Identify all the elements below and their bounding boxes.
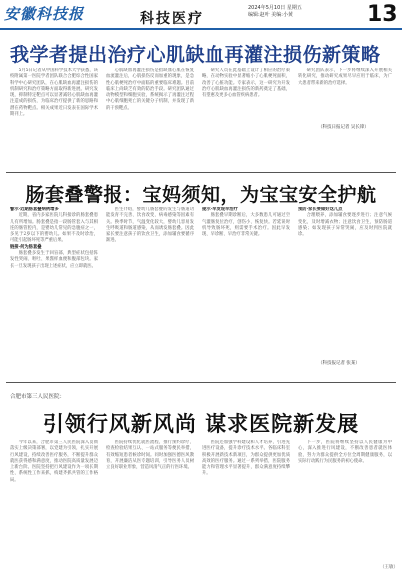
- divider-1: [6, 172, 396, 173]
- article3-col4-text: 下一步，医院将继续坚持以人民健康为中心，深入推进行风建设，不断改善患者就医体验，努力为群众提供全方位全周期健康服务，以实际行动践行为民服务的初心使命。: [298, 440, 392, 464]
- article3-col3-text: 医院还加强学科建设和人才培养，引进先进医疗设备，提升诊疗技术水平。各临床科室积极开展新技术新项目，为群众提供更加优质高效的医疗服务。通过一系列举措，医院服务能力和管理水平显著提升，群众满意度持续攀升。: [202, 440, 290, 477]
- article2-headline: 肠套叠警报：宝妈须知，为宝宝安全护航: [25, 184, 377, 206]
- article3-headline: 引领行风新风尚 谋求医院新发展: [42, 411, 360, 436]
- article2-byline: （科技报记者 张某）: [318, 361, 360, 366]
- article2-col3: [202, 207, 290, 372]
- date-line: 2024年5月10日 星期五: [248, 5, 302, 11]
- article2-col2: [106, 207, 194, 372]
- page-number: 13: [367, 2, 398, 27]
- article1-col4-text: 研究团队表示，下一步将继续深入开展相关转化研究，推动研究成果尽早应用于临床，为广大患者带来新的治疗选择。: [298, 68, 392, 86]
- article2-col1-subhead: 警示·近期肠套叠病例增多: [10, 207, 59, 212]
- article1-col1: [10, 68, 98, 166]
- section-title: 科技医疗: [140, 11, 204, 27]
- article1-col3: [202, 68, 290, 166]
- article1-col2: [106, 68, 194, 166]
- article2-col4-subhead: 预防·家长要做好这几点: [298, 207, 343, 212]
- newspaper-logo: 安徽科技报: [4, 5, 85, 23]
- article3-byline: （王敏）: [380, 565, 398, 570]
- article2-col4-text: 合理喂养，添加辅食要逐步进行；注意气候变化，及时增减衣物；注意饮食卫生，预防肠道感染；如发现孩子异常哭闹，应及时到医院就诊。: [298, 213, 392, 238]
- article3-kicker: 合肥市第三人民医院：: [10, 394, 66, 400]
- article1-col2-text: 心肌缺血再灌注损伤是指缺血心肌在恢复血流灌注后，心肌损伤反而加重的现象，是急性心肌梗死治疗中面临的重要临床难题。目前临床上尚缺乏有效的防治手段。研究团队通过动物模型和细胞实验，系统揭示了再灌注过程中心肌细胞死亡的关键分子机制，并发现了新的干预靶点。: [106, 68, 194, 111]
- article2-col1: [10, 207, 98, 372]
- article3-col2-text: 医院持续优化就医流程，推行预约诊疗、检查检验结果互认、一站式服务等便民举措，有效缩短患者候诊时间。同时加强医德医风教育，开展廉洁从医专题培训，引导医务人员树立良好职业形象，营造风清气正的行医环境。: [106, 440, 194, 471]
- masthead: [0, 0, 402, 30]
- editor-line: 编辑:赵叶 美编:小黄: [248, 12, 293, 18]
- article3-col2: [106, 440, 194, 562]
- date-info: [248, 5, 302, 19]
- article2-col1-text: 近期，省内多家医院儿科接诊的肠套叠患儿有所增加。肠套叠是指一段肠管套入与其相连的肠管腔内，是婴幼儿常见的急腹症之一，多见于2岁以下的婴幼儿。如果不及时诊治，可能引起肠坏死等严重后果。: [10, 213, 98, 244]
- divider-2: [6, 382, 396, 383]
- article2-col4: [298, 207, 392, 357]
- article1-byline: （科技日报记者 吴长锋）: [318, 125, 369, 130]
- article3-col1-text: 今年以来，合肥市第三人民医院深入贯彻落实上级决策部署，以党建为引领，扎实开展行风建设，持续改善医疗服务，不断提升群众就医获得感和满意度，推动医院高质量发展迈上新台阶。医院坚持把行风建设作为一项长期性、系统性工作来抓，构建齐抓共管的工作格局。: [10, 440, 98, 483]
- article2-col1b-text: 肠套叠多发生于回盲部，典型症状包括阵发性哭闹、呕吐、果酱样血便和腹部包块。家长一旦发现孩子出现上述症状，应立即就医。: [10, 251, 98, 269]
- article3-col3: [202, 440, 290, 562]
- article1-col3-text: 研究人员在此基础上设计了相应的治疗策略，在动物实验中显著缩小了心肌梗死面积，改善了心脏功能。专家表示，这一研究为开发治疗心肌缺血再灌注损伤的新药奠定了基础，有望惠及更多心血管疾病患者。: [202, 68, 290, 99]
- article2-col3-subhead: 提示·早发现早治疗: [202, 207, 238, 212]
- article3-col1: [10, 440, 98, 562]
- article2-col2-text: 医生介绍，婴幼儿肠套叠的发生与肠道功能发育不完善、饮食改变、病毒感染等因素有关。换季时节，气温变化较大，婴幼儿容易发生呼吸道和肠道感染，从而诱发肠套叠。因此家长要注意孩子的饮食卫生，添加辅食要循序渐进。: [106, 207, 194, 244]
- article2-col3-text: 肠套叠早期诊断后，大多数患儿可通过空气灌肠复位治疗，创伤小、恢复快。若延误时机导致肠坏死，则需要手术治疗。因此早发现、早诊断、早治疗非常关键。: [202, 213, 290, 238]
- article3-col4: [298, 440, 392, 555]
- article1-col1-text: 5月5日记者从中国科学技术大学获悉，该校附属第一医院学者团队联合合肥综合性国家科学中心研究团队，在心肌缺血再灌注损伤的机制研究和治疗策略方面取得新进展。研究发现，抑制特定靶点可以显著减轻心肌缺血再灌注造成的损伤，为临床治疗提供了新的思路和潜在药物靶点。相关成果近日发表在国际学术期刊上。: [10, 68, 98, 118]
- article1-col4: [298, 68, 392, 128]
- article2-col1-subhead2: 链接·何为肠套叠: [10, 244, 42, 250]
- article1-headline: 我学者提出治疗心肌缺血再灌注损伤新策略: [10, 44, 381, 66]
